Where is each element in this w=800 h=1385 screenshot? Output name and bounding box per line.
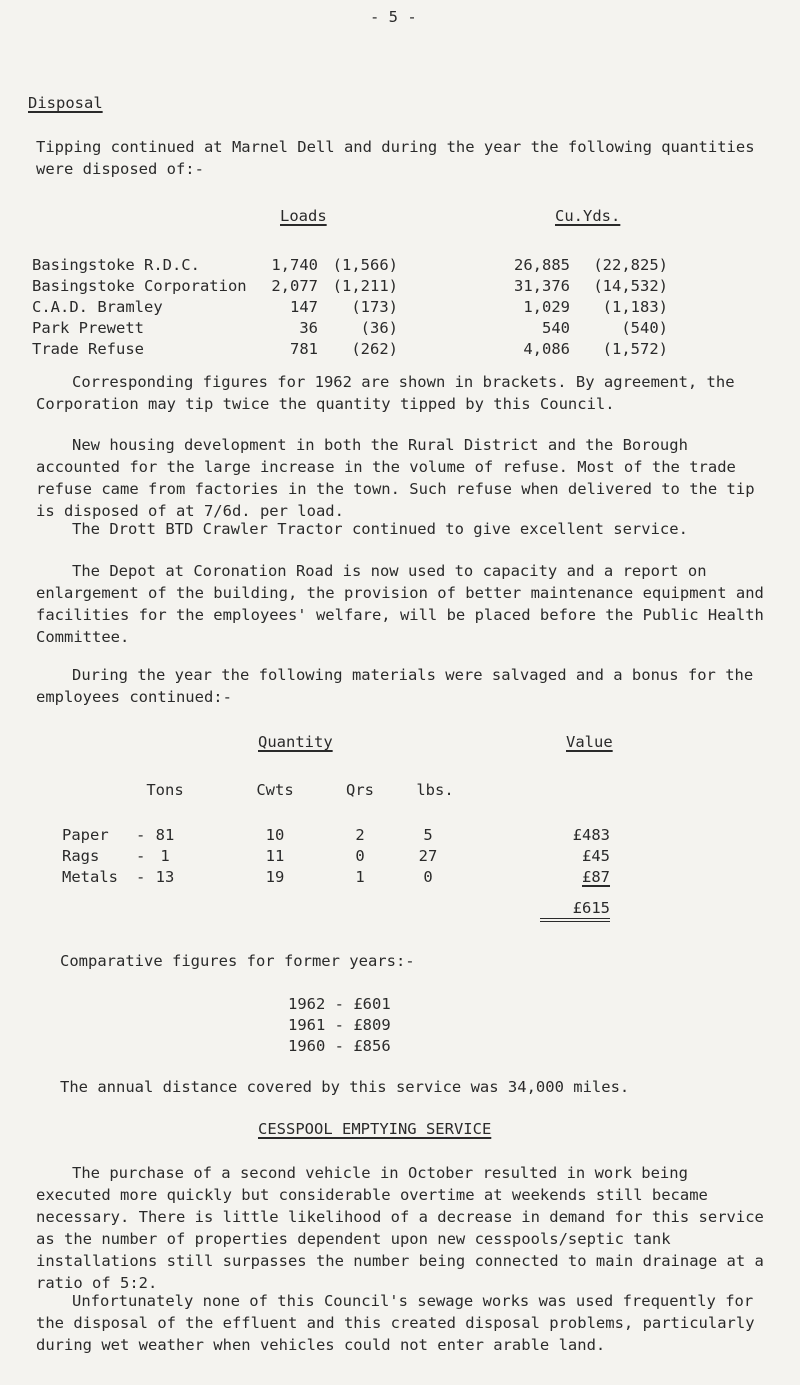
row-loads: 2,077 <box>271 277 318 295</box>
row-name: Rags <box>62 847 100 865</box>
tons-header: Tons <box>146 781 184 799</box>
row-value: £483 <box>572 826 610 844</box>
row-name: Basingstoke R.D.C. <box>32 256 200 274</box>
comparative-1960: 1960 - £856 <box>288 1037 391 1055</box>
row-loads: 36 <box>299 319 318 337</box>
row-cuyds: 31,376 <box>514 277 570 295</box>
salvage-total: £615 <box>540 899 610 922</box>
paragraph-cesspool: The purchase of a second vehicle in October resulted in work being executed more quickly but considerable overtime at weekends still became necessary. There is little likelihood of a decrease in demand for this service as the number of properties dependent upon new cesspools/septic tank installations still surpasses the number being connected to main drainage at a ratio of 5:2. <box>36 1164 764 1292</box>
row-qrs: 2 <box>355 826 365 844</box>
loads-header: Loads <box>280 207 327 225</box>
paragraph-salvage: During the year the following materials were salvaged and a bonus for the employees continued:- <box>36 666 754 706</box>
quantity-header: Quantity <box>258 733 333 751</box>
row-dash: - <box>136 826 146 844</box>
row-loads: 781 <box>290 340 318 358</box>
row-lbs: 5 <box>423 826 433 844</box>
row-name: Trade Refuse <box>32 340 144 358</box>
row-dash: - <box>136 847 146 865</box>
row-cuyds: 4,086 <box>523 340 570 358</box>
intro-paragraph: Tipping continued at Marnel Dell and during the year the following quantities were disposed of:- <box>36 138 755 178</box>
comparative-1961: 1961 - £809 <box>288 1016 391 1034</box>
comparative-label: Comparative figures for former years:- <box>60 952 415 970</box>
row-value: £87 <box>582 868 610 886</box>
row-name: C.A.D. Bramley <box>32 298 163 316</box>
paragraph-depot: The Depot at Coronation Road is now used to capacity and a report on enlargement of the building, the provision of better maintenance equipment and facilities for the employees' welfare, will be placed before the Public Health Committee. <box>36 562 764 646</box>
row-cuyds-prev: (540) <box>621 319 668 337</box>
paragraph-housing: New housing development in both the Rural District and the Borough accounted for the large increase in the volume of refuse. Most of the trade refuse came from factories in the town. Such refuse when delivered to the tip is disposed of at 7/6d. per load. <box>36 436 755 520</box>
row-qrs: 0 <box>355 847 365 865</box>
value-header: Value <box>566 733 613 751</box>
paragraph-corresponding: Corresponding figures for 1962 are shown in brackets. By agreement, the Corporation may tip twice the quantity tipped by this Council. <box>36 373 735 413</box>
page-number: - 5 - <box>370 8 417 26</box>
row-cwts: 10 <box>265 826 285 844</box>
row-loads-prev: (173) <box>351 298 398 316</box>
row-cuyds: 26,885 <box>514 256 570 274</box>
row-cuyds-prev: (1,183) <box>602 298 668 316</box>
cuyds-header: Cu.Yds. <box>555 207 621 225</box>
annual-distance: The annual distance covered by this service was 34,000 miles. <box>60 1078 630 1096</box>
lbs-header: lbs. <box>416 781 454 799</box>
row-name: Metals <box>62 868 118 886</box>
row-loads-prev: (262) <box>351 340 398 358</box>
row-qrs: 1 <box>355 868 365 886</box>
row-cuyds-prev: (14,532) <box>593 277 668 295</box>
row-cwts: 11 <box>265 847 285 865</box>
paragraph-sewage: Unfortunately none of this Council's sewage works was used frequently for the disposal of the effluent and this created disposal problems, particularly during wet weather when vehicles could not enter arable land. <box>36 1292 755 1354</box>
row-cuyds: 540 <box>542 319 570 337</box>
row-name: Basingstoke Corporation <box>32 277 247 295</box>
row-cuyds: 1,029 <box>523 298 570 316</box>
row-cwts: 19 <box>265 868 285 886</box>
comparative-1962: 1962 - £601 <box>288 995 391 1013</box>
qrs-header: Qrs <box>346 781 374 799</box>
row-loads: 1,740 <box>271 256 318 274</box>
row-loads: 147 <box>290 298 318 316</box>
row-loads-prev: (36) <box>360 319 398 337</box>
row-loads-prev: (1,211) <box>332 277 398 295</box>
row-cuyds-prev: (1,572) <box>602 340 668 358</box>
row-lbs: 0 <box>423 868 433 886</box>
row-tons: 13 <box>155 868 175 886</box>
row-tons: 1 <box>160 847 170 865</box>
paragraph-tractor: The Drott BTD Crawler Tractor continued to give excellent service. <box>72 520 688 538</box>
row-name: Park Prewett <box>32 319 144 337</box>
cwts-header: Cwts <box>256 781 294 799</box>
row-loads-prev: (1,566) <box>332 256 398 274</box>
row-dash: - <box>136 868 146 886</box>
row-tons: 81 <box>155 826 175 844</box>
row-cuyds-prev: (22,825) <box>593 256 668 274</box>
cesspool-heading: CESSPOOL EMPTYING SERVICE <box>258 1120 492 1138</box>
row-name: Paper <box>62 826 109 844</box>
row-lbs: 27 <box>418 847 438 865</box>
section-heading-disposal: Disposal <box>28 94 103 112</box>
row-value: £45 <box>582 847 610 865</box>
